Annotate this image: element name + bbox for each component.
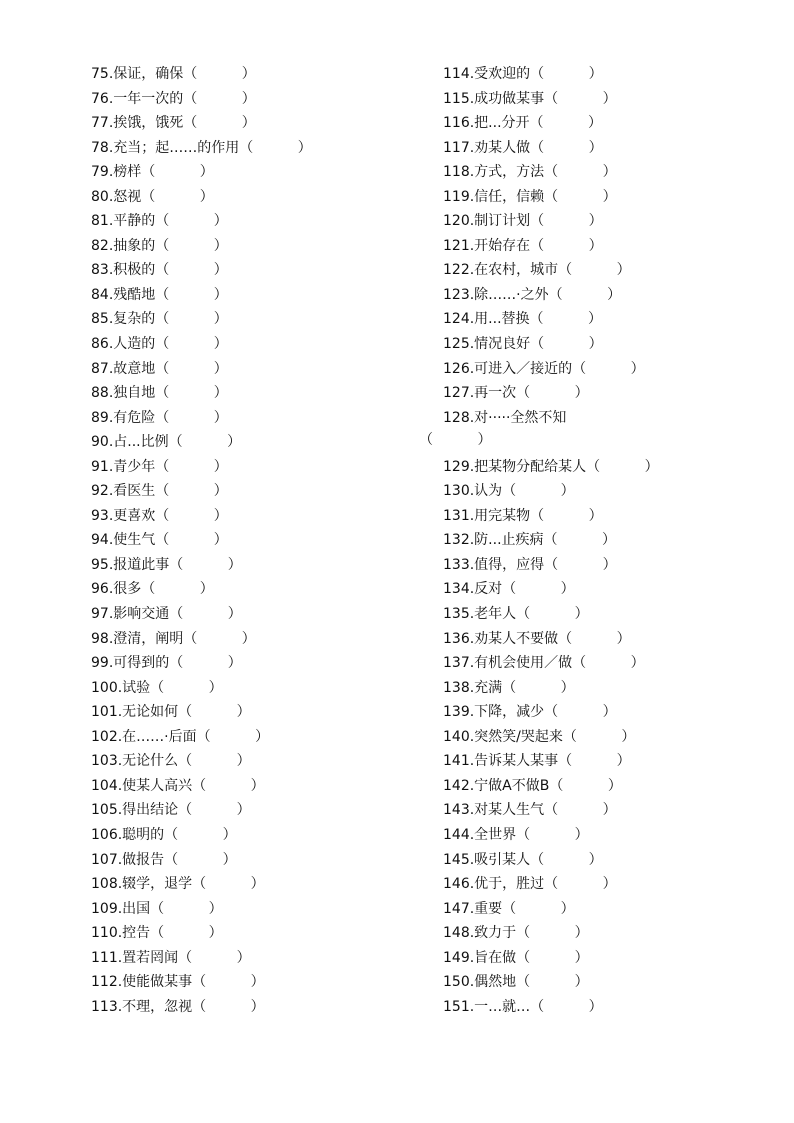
vocab-item: 146.优于，胜过（ ） bbox=[443, 876, 617, 893]
vocab-item: 112.使能做某事（ ） bbox=[91, 974, 265, 991]
vocab-item: 135.老年人（ ） bbox=[443, 606, 589, 623]
vocab-item: 145.吸引某人（ ） bbox=[443, 851, 603, 868]
vocab-item: 128.对·····全然不知 bbox=[443, 409, 567, 426]
vocab-item: 93.更喜欢（ ） bbox=[91, 507, 228, 524]
vocab-item: 99.可得到的（ ） bbox=[91, 655, 242, 672]
vocab-item: 138.充满（ ） bbox=[443, 679, 575, 696]
vocab-item: 92.看医生（ ） bbox=[91, 483, 228, 500]
vocab-item: 122.在农村，城市（ ） bbox=[443, 262, 631, 279]
vocab-item: 116.把...分开（ ） bbox=[443, 115, 603, 132]
vocab-item: 101.无论如何（ ） bbox=[91, 704, 251, 721]
vocab-item: 144.全世界（ ） bbox=[443, 826, 589, 843]
vocab-item: 98.澄清，阐明（ ） bbox=[91, 630, 256, 647]
vocab-item: 113.不理，忽视（ ） bbox=[91, 998, 265, 1015]
vocab-item: 103.无论什么（ ） bbox=[91, 753, 251, 770]
vocab-item: 94.使生气（ ） bbox=[91, 532, 228, 549]
vocab-item: 95.报道此事（ ） bbox=[91, 556, 242, 573]
vocab-item: 89.有危险（ ） bbox=[91, 409, 228, 426]
vocab-item: 114.受欢迎的（ ） bbox=[443, 66, 603, 82]
vocab-item: 83.积极的（ ） bbox=[91, 262, 228, 279]
vocab-item: 115.成功做某事（ ） bbox=[443, 90, 617, 107]
vocab-item bbox=[443, 430, 773, 455]
vocab-item: 120.制订计划（ ） bbox=[443, 213, 603, 230]
vocab-item: 91.青少年（ ） bbox=[91, 458, 228, 475]
vocab-item: 110.控告（ ） bbox=[91, 925, 223, 942]
vocab-item: 124.用...替换（ ） bbox=[443, 311, 603, 328]
vocab-item: 151.一…就…（ ） bbox=[443, 998, 603, 1015]
vocab-item: 143.对某人生气（ ） bbox=[443, 802, 617, 819]
vocab-item: 131.用完某物（ ） bbox=[443, 507, 603, 524]
vocab-item: 79.榜样（ ） bbox=[91, 164, 214, 181]
vocab-item: 149.旨在做（ ） bbox=[443, 949, 589, 966]
vocab-item: 123.除……·之外（ ） bbox=[443, 286, 622, 303]
item-128-answer-blank[interactable]: （ ） bbox=[419, 432, 492, 448]
vocab-item: 78.充当；起……的作用（ ） bbox=[91, 139, 312, 156]
vocab-item: 134.反对（ ） bbox=[443, 581, 575, 598]
vocab-item: 150.偶然地（ ） bbox=[443, 974, 589, 991]
vocab-item: 105.得出结论（ ） bbox=[91, 802, 251, 819]
vocab-item: 109.出国（ ） bbox=[91, 900, 223, 917]
vocab-item: 81.平静的（ ） bbox=[91, 213, 228, 230]
vocab-item: 82.抽象的（ ） bbox=[91, 237, 228, 254]
vocab-item: 121.开始存在（ ） bbox=[443, 237, 603, 254]
vocab-item: 126.可进入／接近的（ ） bbox=[443, 360, 645, 377]
vocab-item: 108.辍学，退学（ ） bbox=[91, 876, 265, 893]
vocab-item: 139.下降，减少（ ） bbox=[443, 704, 617, 721]
vocab-item: 84.残酷地（ ） bbox=[91, 286, 228, 303]
vocab-item: 106.聪明的（ ） bbox=[91, 826, 237, 843]
vocab-item: 100.试验（ ） bbox=[91, 679, 223, 696]
vocab-item: 107.做报告（ ） bbox=[91, 851, 237, 868]
vocab-item: 141.告诉某人某事（ ） bbox=[443, 753, 631, 770]
vocab-item: 86.人造的（ ） bbox=[91, 336, 228, 353]
vocab-item: 147.重要（ ） bbox=[443, 900, 575, 917]
vocab-item: 136.劝某人不要做（ ） bbox=[443, 630, 631, 647]
vocab-item: 140.突然笑/哭起来（ ） bbox=[443, 728, 636, 745]
vocab-item: 76.一年一次的（ ） bbox=[91, 90, 256, 107]
vocab-item: 111.置若罔闻（ ） bbox=[91, 949, 251, 966]
vocab-item: 85.复杂的（ ） bbox=[91, 311, 228, 328]
vocab-item: 142.宁做A不做B（ ） bbox=[443, 777, 622, 794]
vocab-item: 87.故意地（ ） bbox=[91, 360, 228, 377]
vocab-item: 104.使某人高兴（ ） bbox=[91, 777, 265, 794]
vocab-item: 117.劝某人做（ ） bbox=[443, 139, 603, 156]
vocab-item: 102.在……·后面（ ） bbox=[91, 728, 270, 745]
vocab-item: 75.保证，确保（ ） bbox=[91, 66, 256, 82]
left-column bbox=[91, 62, 421, 1019]
right-column bbox=[443, 62, 773, 1019]
vocab-item: 118.方式，方法（ ） bbox=[443, 164, 617, 181]
vocab-item: 148.致力于（ ） bbox=[443, 925, 589, 942]
vocab-item: 96.很多（ ） bbox=[91, 581, 214, 598]
vocab-item: 125.情况良好（ ） bbox=[443, 336, 603, 353]
vocab-item: 119.信任，信赖（ ） bbox=[443, 188, 617, 205]
vocab-item: 97.影响交通（ ） bbox=[91, 606, 242, 623]
vocab-item: 130.认为（ ） bbox=[443, 483, 575, 500]
vocab-item: 80.怒视（ ） bbox=[91, 188, 214, 205]
vocab-item: 127.再一次（ ） bbox=[443, 385, 589, 402]
vocab-item: 129.把某物分配给某人（ ） bbox=[443, 458, 659, 475]
vocab-item: 132.防...止疾病（ ） bbox=[443, 532, 617, 549]
vocab-item: 137.有机会使用／做（ ） bbox=[443, 655, 645, 672]
vocab-item: 77.挨饿，饿死（ ） bbox=[91, 115, 256, 132]
vocab-item: 90.占...比例（ ） bbox=[91, 434, 242, 451]
vocab-item: 133.值得，应得（ ） bbox=[443, 556, 617, 573]
vocab-item: 88.独自地（ ） bbox=[91, 385, 228, 402]
